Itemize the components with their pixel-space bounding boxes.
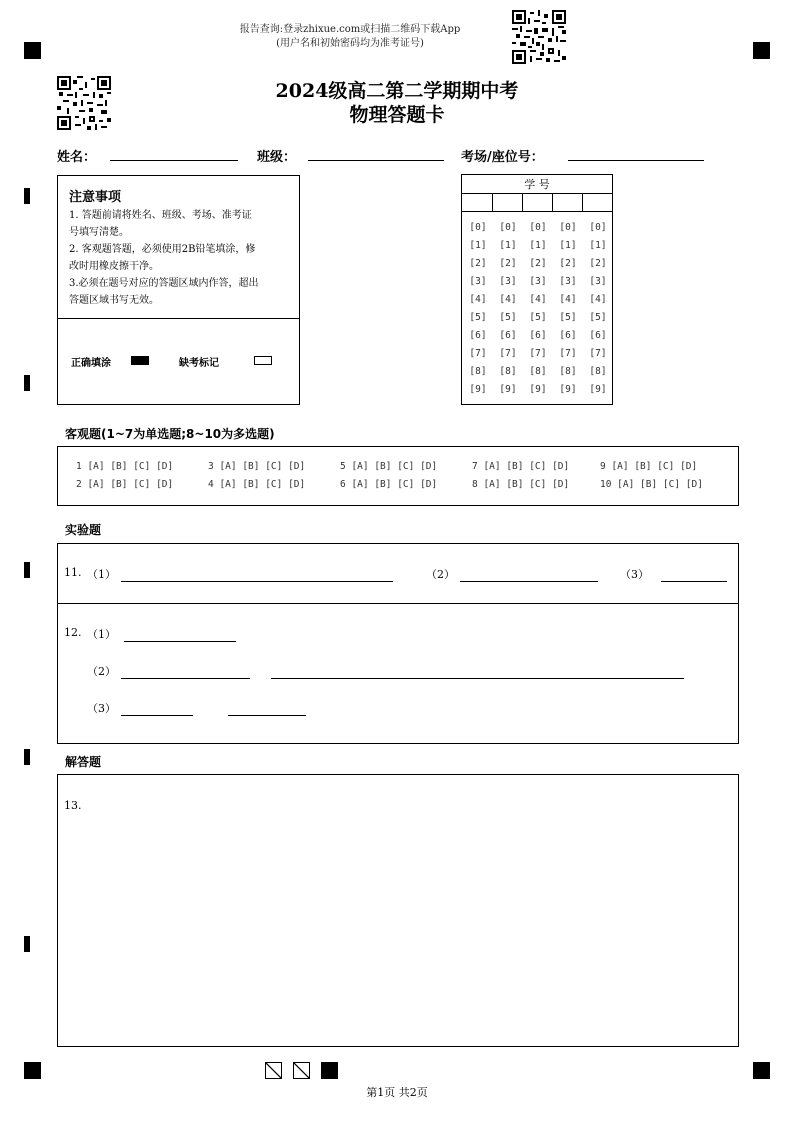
notice-line: 号填写清楚。 <box>69 227 129 238</box>
id-digit-bubble[interactable]: [5] <box>499 312 517 323</box>
q12-part3-answer-b[interactable] <box>228 715 306 716</box>
timing-mark <box>24 749 30 765</box>
id-digit-bubble[interactable]: [9] <box>589 384 607 395</box>
id-digit-bubble[interactable]: [4] <box>589 294 607 305</box>
id-digit-bubble[interactable]: [3] <box>529 276 547 287</box>
id-digit-bubble[interactable]: [8] <box>499 366 517 377</box>
q11-part2-label: （2） <box>426 568 455 581</box>
class-label: 班级： <box>257 150 297 165</box>
q13-number: 13. <box>64 799 82 812</box>
student-id-column <box>463 219 493 399</box>
room-seat-field[interactable] <box>568 160 704 161</box>
notice-title: 注意事项 <box>69 190 122 205</box>
page-marker-filled <box>321 1062 338 1079</box>
id-digit-bubble[interactable]: [9] <box>499 384 517 395</box>
page-marker-slash <box>265 1062 282 1079</box>
class-field[interactable] <box>308 160 444 161</box>
id-digit-bubble[interactable]: [8] <box>589 366 607 377</box>
q11-number: 11. <box>64 566 82 579</box>
id-digit-bubble[interactable]: [6] <box>589 330 607 341</box>
id-digit-bubble[interactable]: [7] <box>529 348 547 359</box>
objective-question-bubbles[interactable]: 5 [A] [B] [C] [D] <box>340 461 438 472</box>
id-digit-bubble[interactable]: [2] <box>529 258 547 269</box>
notice-line: 答题区域书写无效。 <box>69 295 159 306</box>
id-digit-bubble[interactable]: [1] <box>589 240 607 251</box>
q11-part1-answer[interactable] <box>121 581 393 582</box>
query-instruction: 报告查询:登录zhixue.com或扫描二维码下载App <box>239 24 461 35</box>
objective-question-bubbles[interactable]: 10 [A] [B] [C] [D] <box>600 479 703 490</box>
absent-mark-box[interactable] <box>254 356 272 365</box>
id-digit-bubble[interactable]: [6] <box>499 330 517 341</box>
page-number: 第1页 共2页 <box>366 1086 428 1099</box>
q12-part3-answer-a[interactable] <box>121 715 193 716</box>
id-digit-bubble[interactable]: [0] <box>589 222 607 233</box>
id-digit-bubble[interactable]: [8] <box>469 366 487 377</box>
cell-divider <box>492 194 493 212</box>
student-id-column <box>523 219 553 399</box>
notice-divider <box>58 318 299 319</box>
cell-divider <box>582 194 583 212</box>
objective-question-bubbles[interactable]: 4 [A] [B] [C] [D] <box>208 479 306 490</box>
id-digit-bubble[interactable]: [8] <box>529 366 547 377</box>
solution-title: 解答题 <box>65 755 102 769</box>
id-digit-bubble[interactable]: [7] <box>589 348 607 359</box>
student-id-column <box>583 219 613 399</box>
id-digit-bubble[interactable]: [5] <box>529 312 547 323</box>
app-qr-code <box>512 10 566 64</box>
objective-question-bubbles[interactable]: 6 [A] [B] [C] [D] <box>340 479 438 490</box>
id-digit-bubble[interactable]: [3] <box>589 276 607 287</box>
registration-mark <box>753 1062 770 1079</box>
id-digit-bubble[interactable]: [4] <box>559 294 577 305</box>
id-digit-bubble[interactable]: [9] <box>559 384 577 395</box>
cell-divider <box>552 194 553 212</box>
name-label: 姓名： <box>57 150 97 165</box>
id-digit-bubble[interactable]: [7] <box>499 348 517 359</box>
q12-number: 12. <box>64 626 82 639</box>
exam-subtitle: 物理答题卡 <box>349 104 445 126</box>
exam-title: 2024级高二第二学期期中考 <box>275 80 519 102</box>
id-digit-bubble[interactable]: [2] <box>589 258 607 269</box>
registration-mark <box>24 42 41 59</box>
id-digit-bubble[interactable]: [2] <box>469 258 487 269</box>
objective-question-bubbles[interactable]: 7 [A] [B] [C] [D] <box>472 461 570 472</box>
id-digit-bubble[interactable]: [1] <box>469 240 487 251</box>
objective-question-bubbles[interactable]: 8 [A] [B] [C] [D] <box>472 479 570 490</box>
id-digit-bubble[interactable]: [0] <box>529 222 547 233</box>
id-digit-bubble[interactable]: [3] <box>559 276 577 287</box>
id-digit-bubble[interactable]: [0] <box>499 222 517 233</box>
notice-line: 改时用橡皮擦干净。 <box>69 261 159 272</box>
q11-part3-answer[interactable] <box>661 581 727 582</box>
q12-part2-label: （2） <box>87 665 116 678</box>
objective-question-bubbles[interactable]: 2 [A] [B] [C] [D] <box>76 479 174 490</box>
account-instruction: (用户名和初始密码均为准考证号) <box>276 38 424 49</box>
objective-box <box>57 446 739 506</box>
q13-answer-area[interactable] <box>57 774 739 1047</box>
id-digit-bubble[interactable]: [6] <box>559 330 577 341</box>
id-digit-bubble[interactable]: [7] <box>469 348 487 359</box>
id-digit-bubble[interactable]: [1] <box>529 240 547 251</box>
q12-part1-label: （1） <box>87 628 116 641</box>
q12-part3-label: （3） <box>87 702 116 715</box>
q12-part1-answer[interactable] <box>124 641 236 642</box>
student-id-title: 学 号 <box>462 175 612 194</box>
room-seat-label: 考场/座位号： <box>461 150 544 165</box>
id-digit-bubble[interactable]: [9] <box>529 384 547 395</box>
id-digit-bubble[interactable]: [1] <box>559 240 577 251</box>
q11-part2-answer[interactable] <box>460 581 598 582</box>
id-digit-bubble[interactable]: [8] <box>559 366 577 377</box>
q12-box <box>57 603 739 744</box>
q12-part2-answer-a[interactable] <box>121 678 250 679</box>
registration-mark <box>24 1062 41 1079</box>
experiment-title: 实验题 <box>65 523 102 537</box>
id-digit-bubble[interactable]: [4] <box>469 294 487 305</box>
q11-box <box>57 543 739 604</box>
registration-mark <box>753 42 770 59</box>
student-id-column <box>493 219 523 399</box>
timing-mark <box>24 375 30 391</box>
objective-question-bubbles[interactable]: 3 [A] [B] [C] [D] <box>208 461 306 472</box>
objective-question-bubbles[interactable]: 1 [A] [B] [C] [D] <box>76 461 174 472</box>
correct-fill-sample <box>131 356 149 365</box>
id-digit-bubble[interactable]: [4] <box>529 294 547 305</box>
id-digit-bubble[interactable]: [3] <box>469 276 487 287</box>
notice-line: 1. 答题前请将姓名、班级、考场、准考证 <box>69 210 252 221</box>
notice-line: 3.必须在题号对应的答题区域内作答，超出 <box>69 278 259 289</box>
absent-label: 缺考标记 <box>179 358 219 369</box>
q11-part3-label: （3） <box>620 568 649 581</box>
timing-mark <box>24 562 30 578</box>
id-digit-bubble[interactable]: [9] <box>469 384 487 395</box>
student-qr-code <box>57 76 111 130</box>
id-digit-bubble[interactable]: [5] <box>559 312 577 323</box>
timing-mark <box>24 936 30 952</box>
id-digit-bubble[interactable]: [5] <box>469 312 487 323</box>
notice-box <box>57 175 300 405</box>
id-digit-bubble[interactable]: [5] <box>589 312 607 323</box>
id-digit-bubble[interactable]: [1] <box>499 240 517 251</box>
name-field[interactable] <box>110 160 238 161</box>
objective-title: 客观题(1~7为单选题;8~10为多选题) <box>65 427 275 441</box>
correct-fill-label: 正确填涂 <box>71 358 111 369</box>
student-id-column <box>553 219 583 399</box>
student-id-write-row[interactable] <box>462 194 612 212</box>
notice-line: 2. 客观题答题，必须使用2B铅笔填涂，修 <box>69 244 256 255</box>
id-digit-bubble[interactable]: [0] <box>559 222 577 233</box>
cell-divider <box>522 194 523 212</box>
id-digit-bubble[interactable]: [4] <box>499 294 517 305</box>
id-digit-bubble[interactable]: [2] <box>499 258 517 269</box>
id-digit-bubble[interactable]: [2] <box>559 258 577 269</box>
timing-mark <box>24 188 30 204</box>
id-digit-bubble[interactable]: [7] <box>559 348 577 359</box>
page-marker-slash <box>293 1062 310 1079</box>
id-digit-bubble[interactable]: [6] <box>529 330 547 341</box>
q11-part1-label: （1） <box>87 568 116 581</box>
id-digit-bubble[interactable]: [3] <box>499 276 517 287</box>
q12-part2-answer-b[interactable] <box>271 678 684 679</box>
id-digit-bubble[interactable]: [0] <box>469 222 487 233</box>
objective-question-bubbles[interactable]: 9 [A] [B] [C] [D] <box>600 461 698 472</box>
id-digit-bubble[interactable]: [6] <box>469 330 487 341</box>
